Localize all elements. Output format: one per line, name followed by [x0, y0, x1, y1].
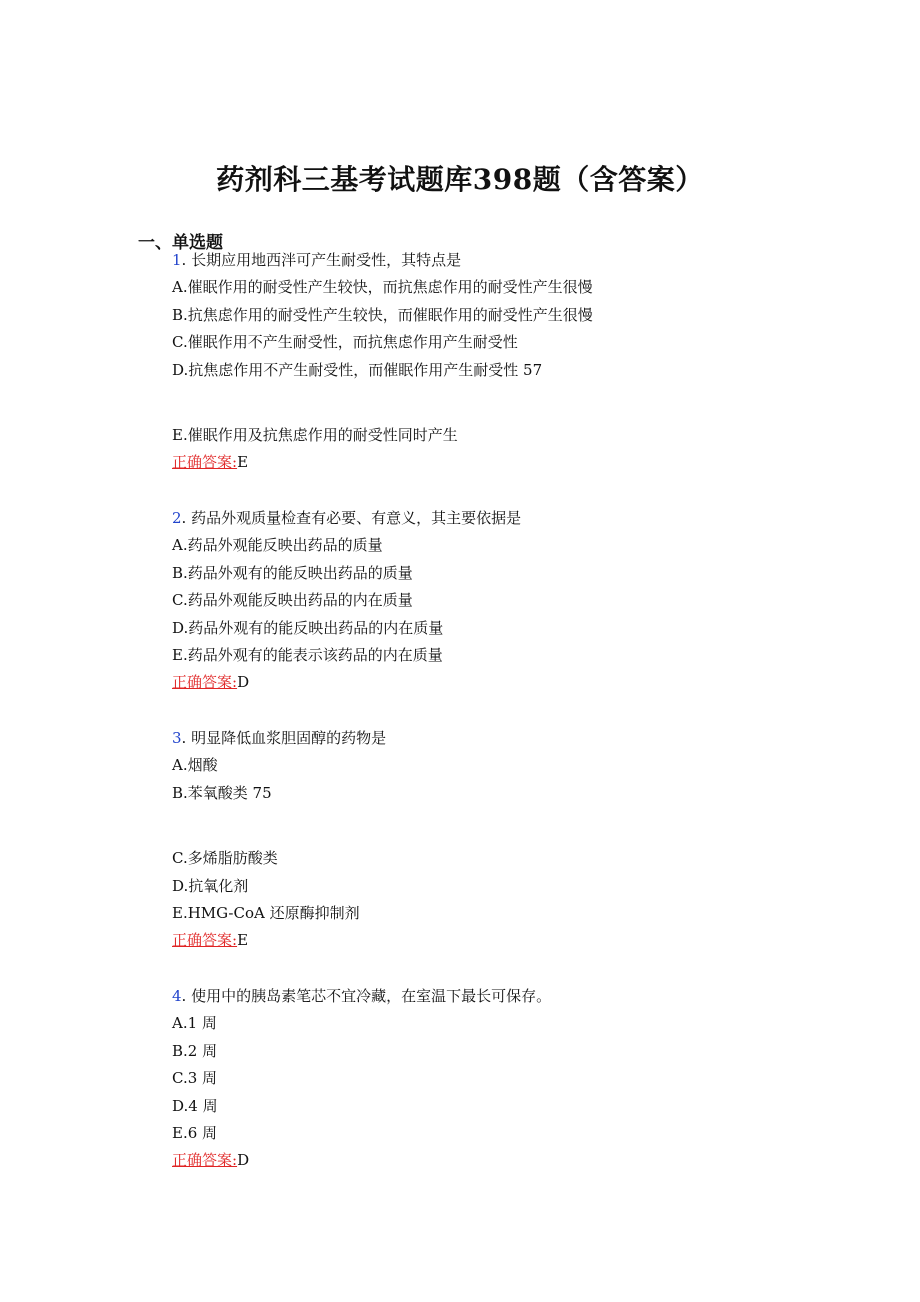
question-3: [172, 725, 872, 955]
option-a: A.烟酸: [172, 756, 218, 775]
answer-line: [172, 669, 872, 696]
question-text: 长期应用地西泮可产生耐受性，其特点是: [191, 251, 462, 269]
option-c: C.药品外观能反映出药品的内在质量: [172, 591, 413, 610]
answer-value: D: [237, 1151, 250, 1170]
answer-label: 正确答案:: [172, 673, 238, 692]
option-a: A.药品外观能反映出药品的质量: [172, 536, 383, 555]
option-d: D.药品外观有的能反映出药品的内在质量: [172, 618, 444, 637]
section-heading: 一、单选题: [138, 233, 223, 253]
question-text: 药品外观质量检查有必要、有意义，其主要依据是: [191, 509, 522, 527]
question-text: 明显降低血浆胆固醇的药物是: [191, 729, 387, 747]
answer-line: [172, 1147, 872, 1174]
question-number: 1: [172, 251, 182, 269]
option-d: D.抗氧化剂: [172, 876, 249, 895]
answer-line: [172, 449, 872, 476]
option-e: E.6 周: [172, 1123, 218, 1142]
question-number-separator: .: [181, 251, 187, 269]
question-number: 3: [172, 729, 182, 747]
question-text: 使用中的胰岛素笔芯不宜冷藏，在室温下最长可保存。: [191, 987, 552, 1005]
question-number-separator: .: [181, 729, 187, 747]
option-b: B.药品外观有的能反映出药品的质量: [172, 563, 413, 582]
question-stem: [172, 725, 872, 752]
question-number-separator: .: [181, 509, 187, 527]
option-b: B.2 周: [172, 1041, 218, 1060]
question-number-separator: .: [181, 987, 187, 1005]
option-a: A.催眠作用的耐受性产生较快，而抗焦虑作用的耐受性产生很慢: [172, 278, 593, 297]
answer-value: D: [237, 673, 250, 692]
answer-label: 正确答案:: [172, 931, 238, 950]
question-number: 2: [172, 509, 182, 527]
option-b: B.抗焦虑作用的耐受性产生较快，而催眠作用的耐受性产生很慢: [172, 305, 593, 324]
answer-label: 正确答案:: [172, 1151, 238, 1170]
answer-label: 正确答案:: [172, 453, 238, 472]
answer-value: E: [237, 931, 249, 950]
answer-value: E: [237, 453, 249, 472]
document-title: 药剂科三基考试题库398题（含答案）: [216, 163, 704, 196]
option-e: E.HMG-CoA 还原酶抑制剂: [172, 903, 360, 922]
question-stem: [172, 505, 872, 532]
question-stem: [172, 983, 872, 1010]
question-1: [172, 247, 872, 477]
option-d: D.4 周: [172, 1096, 218, 1115]
option-c: C.催眠作用不产生耐受性，而抗焦虑作用产生耐受性: [172, 333, 518, 352]
answer-line: [172, 927, 872, 954]
option-b: B.苯氧酸类 75: [172, 783, 272, 802]
option-d: D.抗焦虑作用不产生耐受性，而催眠作用产生耐受性 57: [172, 360, 543, 379]
question-number: 4: [172, 987, 182, 1005]
option-a: A.1 周: [172, 1014, 217, 1033]
option-e: E.催眠作用及抗焦虑作用的耐受性同时产生: [172, 425, 458, 444]
option-c: C.多烯脂肪酸类: [172, 849, 278, 868]
question-4: [172, 983, 872, 1175]
question-2: [172, 505, 872, 697]
option-c: C.3 周: [172, 1069, 218, 1088]
question-stem: [172, 247, 872, 274]
option-e: E.药品外观有的能表示该药品的内在质量: [172, 645, 443, 664]
